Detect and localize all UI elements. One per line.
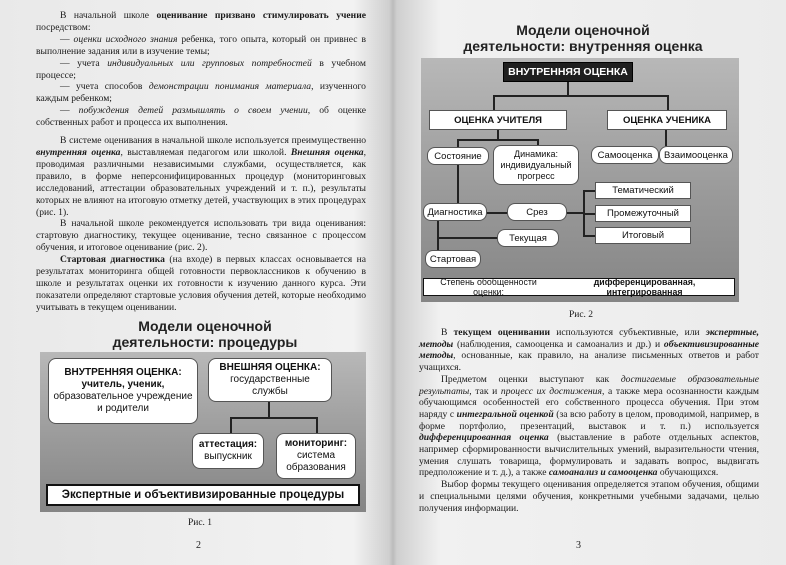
teacher-assessment-text: ОЦЕНКА УЧИТЕЛЯ <box>454 114 542 126</box>
text: обучающихся. <box>657 467 719 479</box>
attestation-title: аттестация: <box>198 439 258 450</box>
italic-text: индивидуальных или групповых потребностей <box>107 57 312 69</box>
paragraph <box>36 254 366 314</box>
bold-italic-text: экспертные, методы <box>419 327 759 350</box>
self-assessment-text: Самооценка <box>597 149 653 161</box>
footer-label: Степень обобщенности оценки: <box>440 277 537 297</box>
figure1-footer-text: Экспертные и объективизированные процедуры <box>61 489 345 501</box>
connector-line <box>268 402 270 418</box>
teacher-assessment-box <box>429 110 567 130</box>
thematic-text: Тематический <box>612 185 674 196</box>
figure2-title-line2: деятельности: внутренняя оценка <box>463 38 703 54</box>
connector-line <box>230 417 232 433</box>
cut-box <box>507 203 567 221</box>
paragraph <box>419 327 759 374</box>
bold-italic-text: дифференцированная оценка <box>419 432 549 444</box>
text: , выставляемая педагогом или школой. <box>120 146 291 158</box>
external-assessment-box <box>208 358 332 402</box>
monitoring-title: мониторинг: <box>284 438 348 449</box>
connector-line <box>567 82 569 96</box>
connector-line <box>493 95 495 110</box>
student-assessment-text: ОЦЕНКА УЧЕНИКА <box>622 114 712 126</box>
text: — <box>60 33 74 45</box>
paragraph: В начальной школе рекомендуется использовать три вида оценивания: стартовую диагностику, текущее оценивание, тесно связанное с процессом обучения, и итоговое оценивание (рис. 2). <box>36 218 366 254</box>
diagnostics-text: Диагностика <box>427 206 483 218</box>
connector-line <box>437 220 439 250</box>
connector-line <box>457 165 459 203</box>
footer-value: дифференцированная, интегрированная <box>593 277 696 297</box>
text: , проводимая различными независимыми службами, осуществляется, как правило, в форме неперсонифицированных процедур (мониторинговых исследований, аттестации образовательных учреждений и т. п.), результаты которых не влияют на итоговую отметку детей, участвующих в этих процедурах (рис. 1). <box>36 146 366 218</box>
connector-line <box>665 130 667 146</box>
connector-line <box>583 190 595 192</box>
connector-line <box>583 213 595 215</box>
connector-line <box>457 139 539 141</box>
text: , а также мера осознанности каждым обучающимся особенностей его собственного процесса обучения. При этом наряду с <box>419 385 759 420</box>
list-item <box>36 34 366 58</box>
figure1-title-line2: деятельности: процедуры <box>112 334 298 350</box>
left-page-text <box>36 10 366 314</box>
current-text: Текущая <box>509 232 547 244</box>
list-item <box>36 58 366 82</box>
connector-line <box>583 235 595 237</box>
text: — <box>60 105 79 117</box>
dynamics-text: прогресс <box>517 170 555 181</box>
paragraph <box>419 374 759 479</box>
attestation-desc: выпускник <box>204 451 252 462</box>
figure1-title <box>60 318 350 350</box>
bold-italic-text: интегральной оценкой <box>456 408 554 420</box>
bold-italic-text: самоанализ и самооценка <box>548 467 658 479</box>
page-number: 3 <box>576 540 581 551</box>
mutual-assessment-box <box>659 146 733 164</box>
connector-line <box>457 139 459 147</box>
text: (за всю работу в целом, проводимой, например, в форме портфолио, презентаций, выставок и т. п.) используется <box>419 408 760 432</box>
connector-line <box>230 417 318 419</box>
bold-text: оценивание призвано стимулировать учение <box>156 10 366 21</box>
text: В <box>441 327 454 338</box>
text: посредством: <box>36 21 91 33</box>
italic-text: демонстрации понимания материала <box>148 81 312 93</box>
start-text: Стартовая <box>429 253 477 265</box>
text: в учебном процессе; <box>36 57 366 81</box>
monitoring-desc: образования <box>286 462 346 473</box>
italic-text: процесс их достижения <box>500 385 602 397</box>
external-assessment-desc: службы <box>252 386 288 397</box>
paragraph <box>36 135 366 218</box>
connector-line <box>667 95 669 110</box>
self-assessment-box <box>591 146 659 164</box>
bold-italic-text: внутренняя оценка <box>36 146 121 158</box>
figure2-title-line1: Модели оценочной <box>516 22 650 38</box>
thematic-box <box>595 182 691 199</box>
connector-line <box>493 95 669 97</box>
student-assessment-box <box>607 110 727 130</box>
text: Предметом оценки выступают как <box>441 373 621 385</box>
internal-assessment-top <box>503 62 633 82</box>
current-box <box>497 229 559 247</box>
monitoring-box <box>276 433 356 479</box>
text: используются субъективные, или <box>550 327 706 338</box>
internal-assessment-desc: образовательное учреждение <box>53 391 193 402</box>
state-box <box>427 147 489 165</box>
dynamics-text: индивидуальный <box>500 159 572 170</box>
italic-text: оценки исходного знания <box>73 33 178 45</box>
intermediate-text: Промежуточный <box>607 208 679 219</box>
connector-line <box>437 237 497 239</box>
final-text: Итоговый <box>621 230 665 241</box>
text: , об оценке собственных работ и процесса их выполнения. <box>36 105 366 129</box>
internal-assessment-title: ВНУТРЕННЯЯ ОЦЕНКА: <box>64 367 182 378</box>
mutual-assessment-text: Взаимооценка <box>664 149 728 161</box>
internal-assessment-top-text: ВНУТРЕННЯЯ ОЦЕНКА <box>508 66 628 78</box>
connector-line <box>485 212 507 214</box>
figure1-caption: Рис. 1 <box>187 518 213 528</box>
connector-line <box>316 417 318 433</box>
attestation-box <box>192 433 264 469</box>
external-assessment-desc: государственные <box>230 374 310 385</box>
start-box <box>425 250 481 268</box>
text: (наблюдения, самооценка и самоанализ и др.) и <box>453 338 664 350</box>
page-number: 2 <box>196 540 201 551</box>
state-text: Состояние <box>434 150 482 162</box>
external-assessment-title: ВНЕШНЯЯ ОЦЕНКА: <box>219 362 321 373</box>
figure2-footer-box <box>423 278 735 296</box>
list-item <box>36 81 366 105</box>
intermediate-box <box>595 205 691 222</box>
text: , основанные, как правило, на анализе письменных ответов и работ учащихся. <box>419 350 759 374</box>
dynamics-box <box>493 145 579 185</box>
list-item <box>36 105 366 129</box>
dynamics-text: Динамика: <box>514 148 558 159</box>
figure1-title-line1: Модели оценочной <box>138 318 272 334</box>
right-page-text <box>419 327 759 514</box>
text: , изученного каждым ребенком; <box>36 81 366 105</box>
text: В начальной школе <box>60 10 157 21</box>
internal-assessment-subtitle: учитель, ученик, <box>81 379 165 390</box>
text: — учета <box>60 57 108 69</box>
paragraph: Выбор формы текущего оценивания определяется этапом обучения, общими и специальными целями обучения, конкретными учебными задачами, целью получения информации. <box>419 479 759 514</box>
bold-text: Стартовая диагностика <box>60 254 165 266</box>
italic-text: побуждения детей размышлять о своем учении <box>78 105 308 117</box>
text: ребенка, того опыта, который он привнес в выполнение задания или в изучение темы; <box>36 33 366 57</box>
paragraph <box>36 10 366 34</box>
text: (на входе) в первых классах основывается на результатах мониторинга общей готовности первоклассников к обучению в школе и результатах оценки их готовности к изучению данного курса. Эти показатели определяют стартовые условия обучения детей, которые необходимо учитывать в текущем оценивании. <box>36 254 366 313</box>
right-page <box>393 0 786 565</box>
final-box <box>595 227 691 244</box>
text: (выставление в работе отдельных аспектов, например сформированности вычислительных умений, выразительности чтения, умения слушать товарища, формулировать и задавать вопрос, выдвигать предположение и т. д.), а также <box>419 432 759 479</box>
internal-assessment-box <box>48 358 198 424</box>
internal-assessment-desc: и родители <box>97 403 149 414</box>
figure2-title <box>433 22 733 54</box>
bold-italic-text: Внешняя оценка <box>290 146 364 158</box>
bold-italic-text: объективизированные методы <box>419 338 759 362</box>
text: , так и <box>469 385 501 397</box>
text: В системе оценивания в начальной школе используется преимущественно <box>60 135 366 147</box>
cut-text: Срез <box>526 206 548 218</box>
figure1-footer-box <box>46 484 360 506</box>
monitoring-desc: система <box>296 450 336 461</box>
diagnostics-box <box>423 203 487 221</box>
bold-text: текущем оценивании <box>453 327 551 338</box>
italic-text: достигаемые образовательные результаты <box>419 373 759 397</box>
figure2-caption: Рис. 2 <box>568 310 594 320</box>
text: — учета способов <box>60 81 149 93</box>
